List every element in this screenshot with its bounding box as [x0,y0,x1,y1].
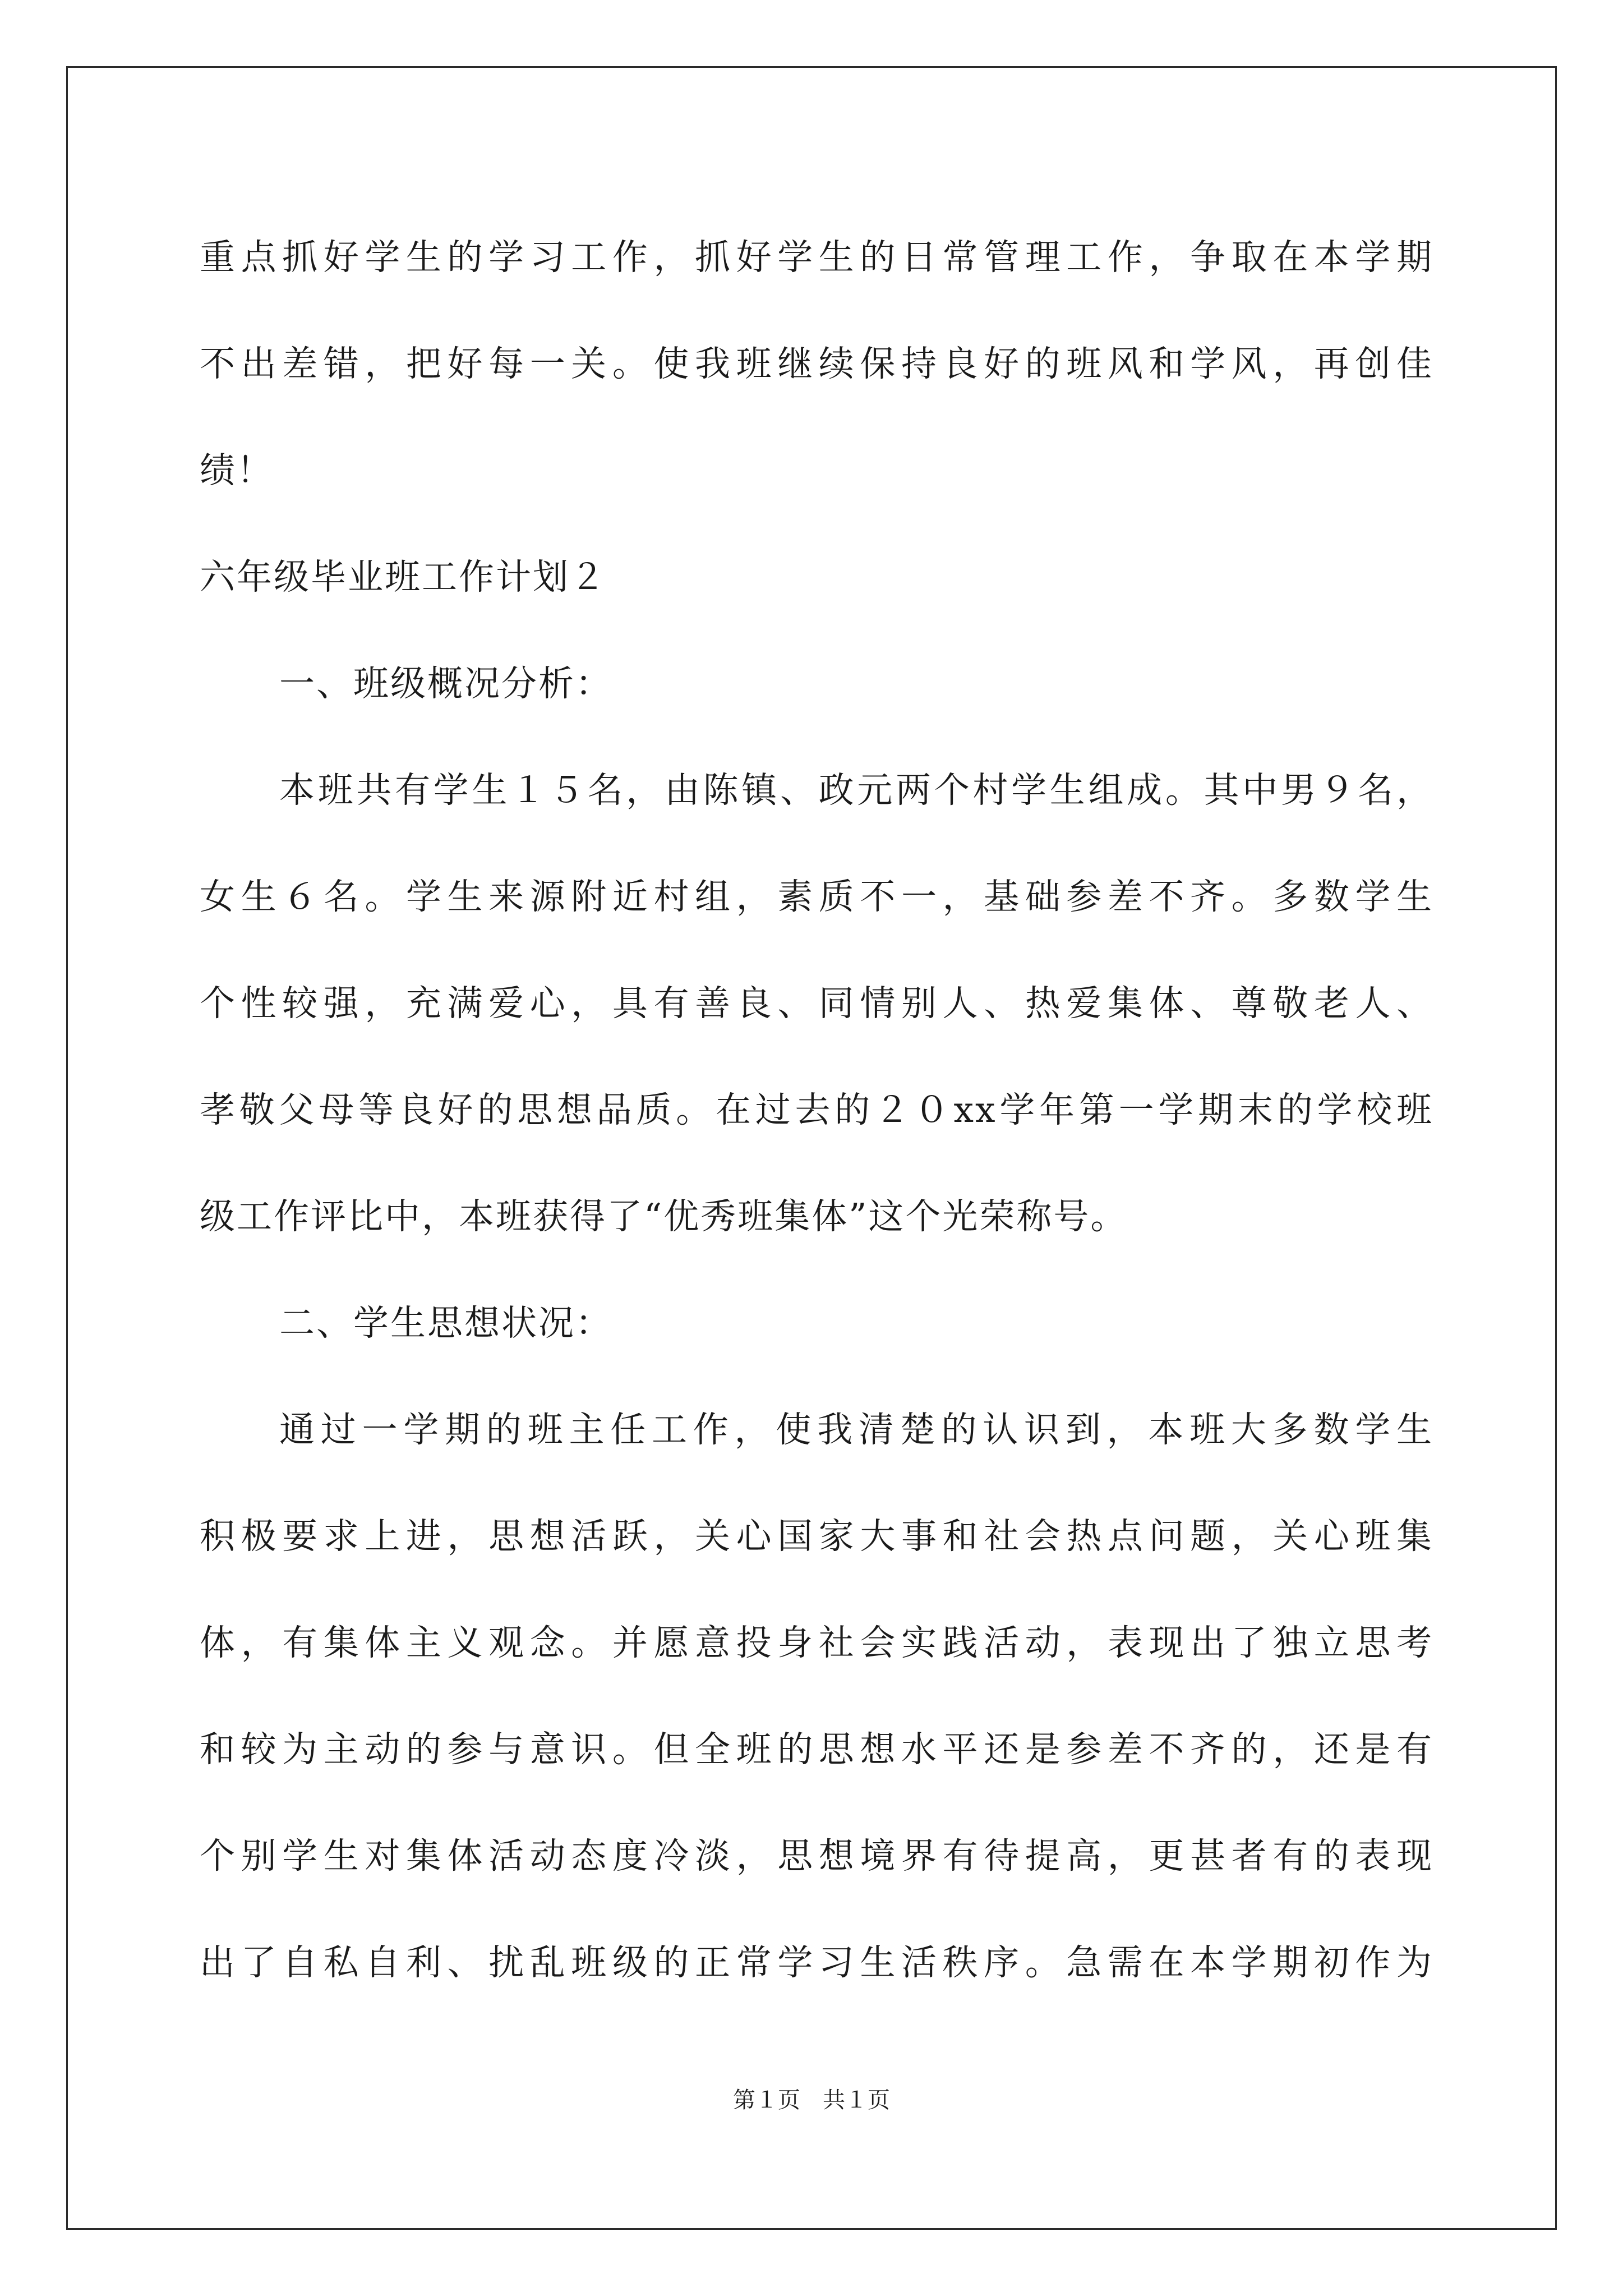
text-line: 和较为主动的参与意识。但全班的思想水平还是参差不齐的，还是有 [200,1729,1433,1770]
text-line: 个性较强，充满爱心，具有善良、同情别人、热爱集体、尊敬老人、 [200,983,1433,1024]
page-total: 共１页 [823,2087,890,2113]
section-heading: 一、班级概况分析： [279,663,612,704]
text-line: 积极要求上进，思想活跃，关心国家大事和社会热点问题，关心班集 [200,1516,1433,1557]
text-line: 绩！ [200,450,274,491]
page-number: 第１页 [733,2087,800,2113]
text-line: 本班共有学生１５名，由陈镇、政元两个村学生组成。其中男９名， [279,770,1433,811]
document-body [200,204,1433,2016]
section-title: 六年级毕业班工作计划２ [200,556,607,597]
text-line: 体，有集体主义观念。并愿意投身社会实践活动，表现出了独立思考 [200,1622,1433,1663]
text-line: 女生６名。学生来源附近村组，素质不一，基础参差不齐。多数学生 [200,876,1433,917]
text-line: 个别学生对集体活动态度冷淡，思想境界有待提高，更甚者有的表现 [200,1835,1433,1876]
page-footer [0,2082,1623,2114]
text-line: 出了自私自利、扰乱班级的正常学习生活秩序。急需在本学期初作为 [200,1942,1433,1983]
text-line: 孝敬父母等良好的思想品质。在过去的２０xx学年第一学期末的学校班 [200,1089,1433,1130]
text-line: 不出差错，把好每一关。使我班继续保持良好的班风和学风，再创佳 [200,343,1433,384]
text-line: 重点抓好学生的学习工作，抓好学生的日常管理工作，争取在本学期 [200,237,1433,278]
section-heading: 二、学生思想状况： [279,1303,612,1343]
text-line: 通过一学期的班主任工作，使我清楚的认识到，本班大多数学生 [279,1409,1433,1450]
text-line: 级工作评比中，本班获得了“优秀班集体”这个光荣称号。 [200,1196,1128,1237]
